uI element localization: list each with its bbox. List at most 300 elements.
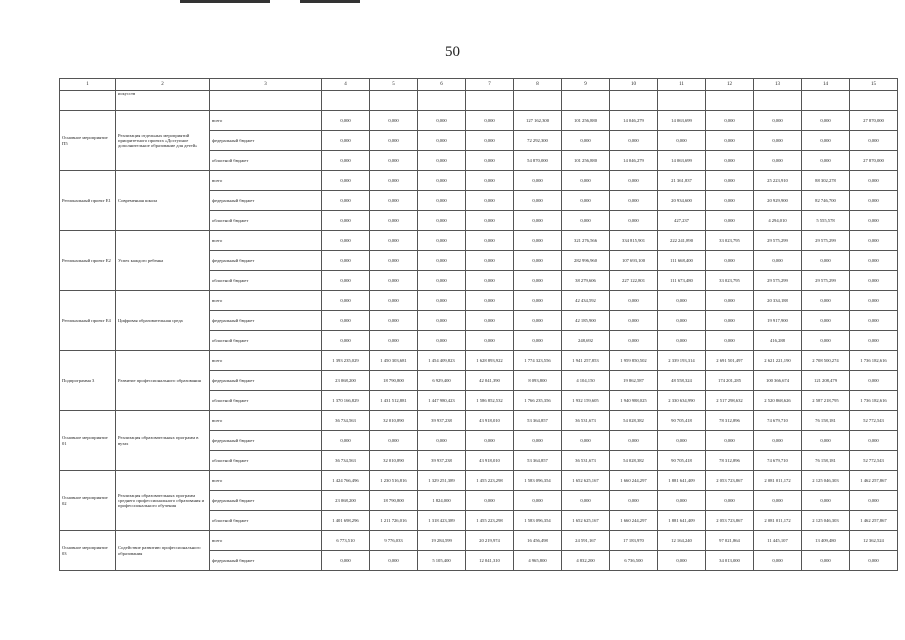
- value-cell: 27 870,000: [850, 151, 898, 171]
- funding-source-label: областной бюджет: [210, 271, 322, 291]
- value-cell: 1 824,000: [418, 491, 466, 511]
- value-cell: 1 736 182,616: [850, 351, 898, 371]
- value-cell: 0,000: [562, 131, 610, 151]
- value-cell: 6 929,400: [418, 371, 466, 391]
- value-cell: 0,000: [466, 271, 514, 291]
- value-cell: 43 918,010: [466, 451, 514, 471]
- value-cell: 0,000: [466, 171, 514, 191]
- value-cell: 0,000: [754, 251, 802, 271]
- value-cell: 72 292,300: [514, 131, 562, 151]
- table-row: [60, 351, 898, 371]
- value-cell: 0,000: [850, 171, 898, 191]
- value-cell: 90 705,418: [658, 451, 706, 471]
- value-cell: 0,000: [514, 271, 562, 291]
- cell-empty: [466, 91, 514, 111]
- value-cell: 0,000: [850, 131, 898, 151]
- value-cell: 6 736,500: [610, 551, 658, 571]
- budget-table: [59, 78, 898, 571]
- value-cell: 1 455 223,298: [466, 511, 514, 531]
- funding-source-label: областной бюджет: [210, 331, 322, 351]
- value-cell: 0,000: [466, 111, 514, 131]
- value-cell: 100 366,674: [754, 371, 802, 391]
- value-cell: 0,000: [514, 211, 562, 231]
- value-cell: 0,000: [610, 491, 658, 511]
- funding-source-label: федеральный бюджет: [210, 251, 322, 271]
- value-cell: 27 870,000: [850, 111, 898, 131]
- value-cell: 0,000: [610, 431, 658, 451]
- value-cell: 0,000: [850, 191, 898, 211]
- value-cell: 0,000: [322, 311, 370, 331]
- value-cell: 54 028,382: [610, 411, 658, 431]
- measure-description: Успех каждого ребенка: [116, 231, 210, 291]
- value-cell: 0,000: [850, 311, 898, 331]
- value-cell: 0,000: [850, 431, 898, 451]
- value-cell: 0,000: [802, 111, 850, 131]
- value-cell: 33 023,795: [706, 231, 754, 251]
- funding-source-label: всего: [210, 171, 322, 191]
- value-cell: 2 081 011,172: [754, 511, 802, 531]
- value-cell: 1 462 257,867: [850, 511, 898, 531]
- value-cell: 12 041,310: [466, 551, 514, 571]
- value-cell: 2 125 046,303: [802, 471, 850, 491]
- value-cell: 0,000: [370, 171, 418, 191]
- top-edge-mark: [300, 0, 360, 3]
- value-cell: 14 063,699: [658, 151, 706, 171]
- value-cell: 0,000: [610, 191, 658, 211]
- column-header: 3: [210, 79, 322, 91]
- header-row: [60, 79, 898, 91]
- table-row: [60, 531, 898, 551]
- value-cell: 0,000: [802, 291, 850, 311]
- funding-source-label: областной бюджет: [210, 511, 322, 531]
- value-cell: 1 454 409,823: [418, 351, 466, 371]
- value-cell: 0,000: [562, 191, 610, 211]
- value-cell: 2 587 218,795: [802, 391, 850, 411]
- value-cell: 121 208,479: [802, 371, 850, 391]
- funding-source-label: областной бюджет: [210, 451, 322, 471]
- funding-source-label: федеральный бюджет: [210, 191, 322, 211]
- value-cell: 0,000: [418, 251, 466, 271]
- value-cell: 0,000: [754, 131, 802, 151]
- funding-source-label: федеральный бюджет: [210, 311, 322, 331]
- value-cell: 39 937,238: [418, 451, 466, 471]
- value-cell: 0,000: [562, 431, 610, 451]
- value-cell: 0,000: [322, 131, 370, 151]
- column-header: 7: [466, 79, 514, 91]
- column-header: 14: [802, 79, 850, 91]
- value-cell: 19 862,587: [610, 371, 658, 391]
- value-cell: 25 223,910: [754, 171, 802, 191]
- value-cell: 0,000: [322, 231, 370, 251]
- value-cell: 1 447 980,423: [418, 391, 466, 411]
- value-cell: 0,000: [418, 111, 466, 131]
- value-cell: 0,000: [706, 131, 754, 151]
- continued-row: [60, 91, 898, 111]
- value-cell: 2 081 011,172: [754, 471, 802, 491]
- value-cell: 0,000: [418, 291, 466, 311]
- column-header: 10: [610, 79, 658, 91]
- value-cell: 20 219,974: [466, 531, 514, 551]
- value-cell: 0,000: [322, 191, 370, 211]
- table-row: [60, 171, 898, 191]
- value-cell: 13 409,480: [802, 531, 850, 551]
- value-cell: 0,000: [706, 311, 754, 331]
- measure-description: Развитие профессионального образования: [116, 351, 210, 411]
- value-cell: 0,000: [802, 131, 850, 151]
- value-cell: 1 932 159,605: [562, 391, 610, 411]
- value-cell: 1 652 625,167: [562, 511, 610, 531]
- value-cell: 74 679,710: [754, 451, 802, 471]
- funding-source-label: федеральный бюджет: [210, 491, 322, 511]
- value-cell: 1 329 251,389: [418, 471, 466, 491]
- value-cell: 0,000: [706, 491, 754, 511]
- value-cell: 5 555,578: [802, 211, 850, 231]
- value-cell: 0,000: [322, 331, 370, 351]
- value-cell: 0,000: [418, 311, 466, 331]
- column-header: 6: [418, 79, 466, 91]
- value-cell: 0,000: [706, 191, 754, 211]
- value-cell: 0,000: [418, 191, 466, 211]
- value-cell: 0,000: [370, 191, 418, 211]
- value-cell: 2 621 221,190: [754, 351, 802, 371]
- value-cell: 1 583 096,354: [514, 511, 562, 531]
- value-cell: 1 583 096,354: [514, 471, 562, 491]
- value-cell: 0,000: [562, 171, 610, 191]
- value-cell: 24 591,167: [562, 531, 610, 551]
- value-cell: 9 776,033: [370, 531, 418, 551]
- value-cell: 0,000: [322, 291, 370, 311]
- value-cell: 90 705,418: [658, 411, 706, 431]
- value-cell: 19 917,900: [754, 311, 802, 331]
- value-cell: 2 708 500,274: [802, 351, 850, 371]
- funding-source-label: всего: [210, 471, 322, 491]
- value-cell: 0,000: [370, 111, 418, 131]
- column-header: 5: [370, 79, 418, 91]
- cell-empty: [850, 91, 898, 111]
- value-cell: 48 558,324: [658, 371, 706, 391]
- value-cell: 29 575,299: [754, 231, 802, 251]
- value-cell: 0,000: [514, 331, 562, 351]
- value-cell: 222 241,890: [658, 231, 706, 251]
- value-cell: 1 393 235,029: [322, 351, 370, 371]
- value-cell: 0,000: [562, 211, 610, 231]
- measure-name: Основное мероприятие П5: [60, 111, 116, 171]
- value-cell: 0,000: [418, 131, 466, 151]
- value-cell: 101 256,880: [562, 151, 610, 171]
- table-row: [60, 411, 898, 431]
- value-cell: 88 302,278: [802, 171, 850, 191]
- measure-name: Региональный проект Е2: [60, 231, 116, 291]
- value-cell: 1 586 852,532: [466, 391, 514, 411]
- value-cell: 23 068,200: [322, 371, 370, 391]
- value-cell: 14 046,279: [610, 111, 658, 131]
- value-cell: 20 934,600: [658, 191, 706, 211]
- cell-empty: [610, 91, 658, 111]
- value-cell: 0,000: [370, 311, 418, 331]
- measure-description: Реализация отдельных мероприятий приоритетного проекта «Доступное дополнительное образование для детей»: [116, 111, 210, 171]
- funding-source-label: федеральный бюджет: [210, 431, 322, 451]
- value-cell: 0,000: [370, 271, 418, 291]
- value-cell: 18 790,800: [370, 491, 418, 511]
- cell-empty: [562, 91, 610, 111]
- value-cell: 12 362,524: [850, 531, 898, 551]
- page-number: 50: [445, 44, 460, 60]
- value-cell: 0,000: [802, 251, 850, 271]
- table-row: [60, 231, 898, 251]
- measure-name: Основное мероприятие 02: [60, 471, 116, 531]
- value-cell: 0,000: [370, 231, 418, 251]
- value-cell: 0,000: [802, 551, 850, 571]
- cell-empty: [370, 91, 418, 111]
- value-cell: 2 520 868,626: [754, 391, 802, 411]
- value-cell: 0,000: [658, 311, 706, 331]
- value-cell: 29 575,299: [802, 271, 850, 291]
- value-cell: 42 041,390: [466, 371, 514, 391]
- value-cell: 17 183,970: [610, 531, 658, 551]
- value-cell: 0,000: [706, 331, 754, 351]
- value-cell: 0,000: [850, 291, 898, 311]
- value-cell: 0,000: [706, 211, 754, 231]
- value-cell: 0,000: [466, 331, 514, 351]
- value-cell: 0,000: [610, 171, 658, 191]
- value-cell: 1 881 641,409: [658, 511, 706, 531]
- value-cell: 0,000: [418, 331, 466, 351]
- value-cell: 32 010,890: [370, 411, 418, 431]
- value-cell: 43 918,010: [466, 411, 514, 431]
- value-cell: 20 929,900: [754, 191, 802, 211]
- value-cell: 0,000: [466, 311, 514, 331]
- value-cell: 1 766 235,356: [514, 391, 562, 411]
- value-cell: 0,000: [514, 251, 562, 271]
- value-cell: 0,000: [418, 171, 466, 191]
- value-cell: 2 053 723,867: [706, 471, 754, 491]
- cell-empty: [514, 91, 562, 111]
- value-cell: 4 104,150: [562, 371, 610, 391]
- value-cell: 0,000: [322, 171, 370, 191]
- value-cell: 2 339 193,314: [658, 351, 706, 371]
- value-cell: 0,000: [514, 431, 562, 451]
- value-cell: 0,000: [466, 431, 514, 451]
- value-cell: 53 364,857: [514, 451, 562, 471]
- value-cell: 0,000: [418, 151, 466, 171]
- value-cell: 0,000: [514, 171, 562, 191]
- value-cell: 1 660 244,297: [610, 471, 658, 491]
- value-cell: 21 361,837: [658, 171, 706, 191]
- measure-description: Содействие развитию профессионального образования: [116, 531, 210, 571]
- measure-name: Региональный проект Е1: [60, 171, 116, 231]
- column-header: 12: [706, 79, 754, 91]
- funding-source-label: всего: [210, 111, 322, 131]
- value-cell: 1 940 988,025: [610, 391, 658, 411]
- value-cell: 0,000: [658, 491, 706, 511]
- value-cell: 1 941 257,853: [562, 351, 610, 371]
- value-cell: 78 312,896: [706, 451, 754, 471]
- value-cell: 36 734,563: [322, 411, 370, 431]
- table-row: [60, 471, 898, 491]
- value-cell: 42 434,592: [562, 291, 610, 311]
- value-cell: 1 431 512,881: [370, 391, 418, 411]
- value-cell: 0,000: [514, 311, 562, 331]
- funding-source-label: всего: [210, 231, 322, 251]
- column-header: 2: [116, 79, 210, 91]
- funding-source-label: федеральный бюджет: [210, 131, 322, 151]
- value-cell: 0,000: [466, 131, 514, 151]
- value-cell: 0,000: [514, 491, 562, 511]
- measure-description: Реализация образовательных программ в вузах: [116, 411, 210, 471]
- value-cell: 0,000: [322, 151, 370, 171]
- value-cell: 0,000: [658, 131, 706, 151]
- value-cell: 1 881 641,409: [658, 471, 706, 491]
- value-cell: 12 164,240: [658, 531, 706, 551]
- value-cell: 0,000: [850, 331, 898, 351]
- value-cell: 54 870,000: [514, 151, 562, 171]
- value-cell: 1 230 516,816: [370, 471, 418, 491]
- value-cell: 0,000: [754, 151, 802, 171]
- value-cell: 227 122,801: [610, 271, 658, 291]
- column-header: 9: [562, 79, 610, 91]
- measure-name: Подпрограмма 3: [60, 351, 116, 411]
- value-cell: 101 256,880: [562, 111, 610, 131]
- value-cell: 0,000: [610, 311, 658, 331]
- value-cell: 0,000: [706, 111, 754, 131]
- value-cell: 0,000: [802, 491, 850, 511]
- value-cell: 4 832,200: [562, 551, 610, 571]
- value-cell: 0,000: [322, 251, 370, 271]
- measure-name: Региональный проект Е4: [60, 291, 116, 351]
- value-cell: 0,000: [322, 211, 370, 231]
- value-cell: 0,000: [754, 491, 802, 511]
- funding-source-label: всего: [210, 351, 322, 371]
- value-cell: 16 456,498: [514, 531, 562, 551]
- value-cell: 0,000: [658, 291, 706, 311]
- value-cell: 111 673,480: [658, 271, 706, 291]
- column-header: 4: [322, 79, 370, 91]
- value-cell: 0,000: [466, 191, 514, 211]
- cell-empty: [802, 91, 850, 111]
- table-row: [60, 111, 898, 131]
- value-cell: 2 517 298,632: [706, 391, 754, 411]
- value-cell: 0,000: [658, 331, 706, 351]
- value-cell: 0,000: [466, 291, 514, 311]
- value-cell: 0,000: [514, 191, 562, 211]
- value-cell: 11 445,107: [754, 531, 802, 551]
- funding-source-label: федеральный бюджет: [210, 371, 322, 391]
- value-cell: 0,000: [466, 151, 514, 171]
- value-cell: 0,000: [706, 251, 754, 271]
- value-cell: 39 937,238: [418, 411, 466, 431]
- value-cell: 14 063,699: [658, 111, 706, 131]
- value-cell: 0,000: [370, 551, 418, 571]
- value-cell: 174 201,285: [706, 371, 754, 391]
- value-cell: 416,288: [754, 331, 802, 351]
- continued-text: искусств: [116, 91, 210, 111]
- value-cell: 1 652 625,167: [562, 471, 610, 491]
- value-cell: 38 279,606: [562, 271, 610, 291]
- value-cell: 2 330 634,990: [658, 391, 706, 411]
- value-cell: 1 660 244,297: [610, 511, 658, 531]
- value-cell: 4 294,010: [754, 211, 802, 231]
- value-cell: 52 772,543: [850, 411, 898, 431]
- cell-empty: [60, 91, 116, 111]
- value-cell: 1 628 893,922: [466, 351, 514, 371]
- value-cell: 1 370 166,829: [322, 391, 370, 411]
- value-cell: 0,000: [370, 251, 418, 271]
- value-cell: 321 276,566: [562, 231, 610, 251]
- value-cell: 0,000: [850, 551, 898, 571]
- value-cell: 33 023,795: [706, 271, 754, 291]
- value-cell: 0,000: [322, 431, 370, 451]
- value-cell: 1 959 850,502: [610, 351, 658, 371]
- value-cell: 0,000: [850, 231, 898, 251]
- funding-source-label: всего: [210, 291, 322, 311]
- value-cell: 36 734,563: [322, 451, 370, 471]
- value-cell: 111 668,400: [658, 251, 706, 271]
- value-cell: 0,000: [658, 551, 706, 571]
- value-cell: 427,237: [658, 211, 706, 231]
- value-cell: 0,000: [850, 211, 898, 231]
- value-cell: 0,000: [754, 431, 802, 451]
- value-cell: 2 691 501,497: [706, 351, 754, 371]
- value-cell: 282 996,960: [562, 251, 610, 271]
- value-cell: 0,000: [322, 111, 370, 131]
- value-cell: 76 158,181: [802, 451, 850, 471]
- funding-source-label: областной бюджет: [210, 151, 322, 171]
- cell-empty: [658, 91, 706, 111]
- value-cell: 29 575,299: [754, 271, 802, 291]
- measure-name: Основное мероприятие 01: [60, 411, 116, 471]
- value-cell: 0,000: [370, 331, 418, 351]
- value-cell: 76 158,181: [802, 411, 850, 431]
- value-cell: 0,000: [754, 111, 802, 131]
- column-header: 15: [850, 79, 898, 91]
- value-cell: 36 531,673: [562, 411, 610, 431]
- value-cell: 0,000: [514, 291, 562, 311]
- value-cell: 0,000: [562, 491, 610, 511]
- value-cell: 0,000: [418, 231, 466, 251]
- value-cell: 52 772,543: [850, 451, 898, 471]
- funding-source-label: всего: [210, 411, 322, 431]
- value-cell: 0,000: [706, 171, 754, 191]
- value-cell: 0,000: [850, 371, 898, 391]
- value-cell: 82 746,700: [802, 191, 850, 211]
- value-cell: 0,000: [466, 211, 514, 231]
- value-cell: 19 284,599: [418, 531, 466, 551]
- value-cell: 0,000: [802, 311, 850, 331]
- value-cell: 0,000: [466, 491, 514, 511]
- value-cell: 0,000: [754, 551, 802, 571]
- value-cell: 0,000: [610, 211, 658, 231]
- value-cell: 0,000: [418, 431, 466, 451]
- value-cell: 107 693,100: [610, 251, 658, 271]
- funding-source-label: всего: [210, 531, 322, 551]
- value-cell: 1 318 423,389: [418, 511, 466, 531]
- value-cell: 54 028,382: [610, 451, 658, 471]
- value-cell: 1 736 182,616: [850, 391, 898, 411]
- top-edge-mark: [180, 0, 270, 3]
- value-cell: 5 105,400: [418, 551, 466, 571]
- value-cell: 6 773,510: [322, 531, 370, 551]
- value-cell: 0,000: [802, 331, 850, 351]
- value-cell: 34 013,000: [706, 551, 754, 571]
- value-cell: 0,000: [802, 431, 850, 451]
- value-cell: 0,000: [850, 271, 898, 291]
- value-cell: 0,000: [610, 291, 658, 311]
- value-cell: 0,000: [370, 151, 418, 171]
- measure-description: Реализация образовательных программ среднего профессионального образования и профессионального обучения: [116, 471, 210, 531]
- measure-description: Современная школа: [116, 171, 210, 231]
- value-cell: 334 815,901: [610, 231, 658, 251]
- value-cell: 74 679,710: [754, 411, 802, 431]
